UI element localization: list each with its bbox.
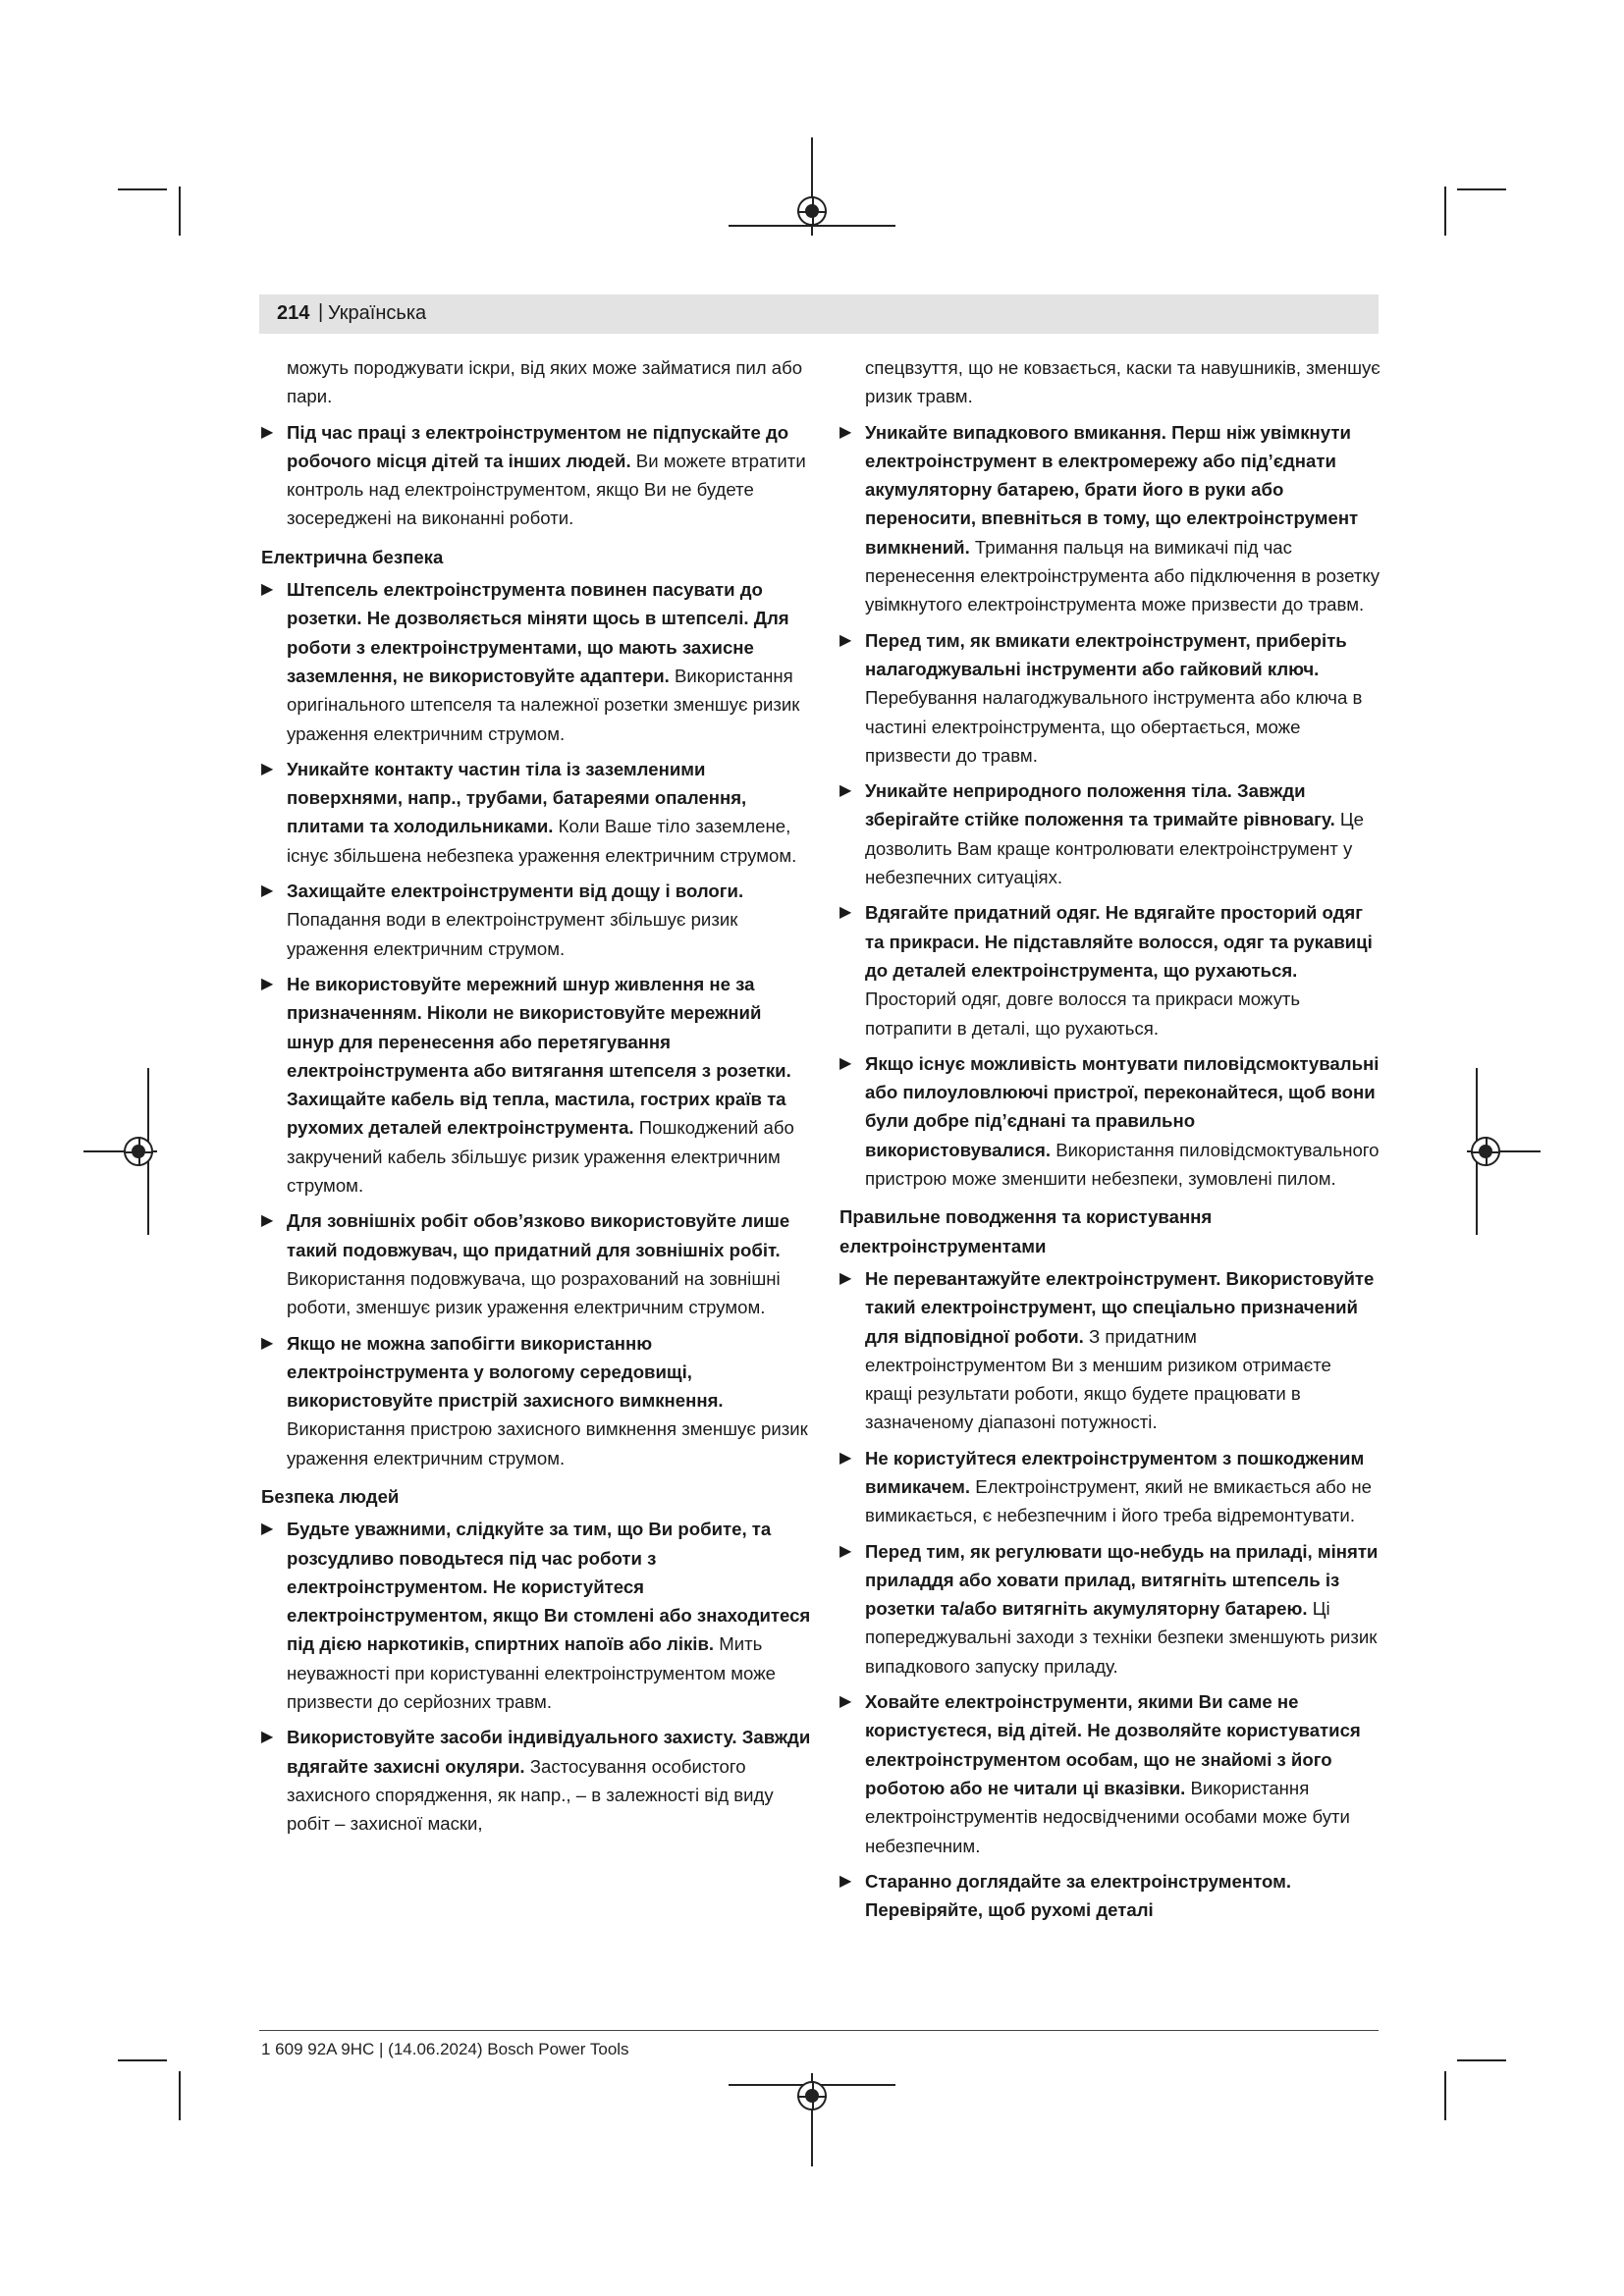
bullet-arrow-icon: ▶ bbox=[261, 760, 274, 777]
item-bold: Захищайте електроінструменти від дощу і вологи. bbox=[287, 881, 744, 902]
item-bold: Під час праці з електроінструментом не підпускайте до робочого місця дітей та інших людей. bbox=[287, 421, 789, 471]
registration-target-icon bbox=[1471, 1137, 1500, 1166]
continuation-text: можуть породжувати іскри, від яких може займатися пил або пари. bbox=[287, 357, 803, 407]
item-text: Просторий одяг, довге волосся та прикраси можуть потрапити в деталі, що рухаються. bbox=[865, 988, 1301, 1039]
safety-item bbox=[261, 575, 811, 748]
bullet-arrow-icon: ▶ bbox=[839, 904, 852, 922]
header-separator: | bbox=[318, 301, 324, 323]
bullet-arrow-icon: ▶ bbox=[261, 975, 274, 992]
item-bold: Якщо не можна запобігти використанню електроінструмента у вологому середовищі, використовуйте пристрій захисного вимкнення. bbox=[287, 1332, 724, 1412]
registration-target-icon bbox=[124, 1137, 153, 1166]
safety-item bbox=[839, 1049, 1381, 1193]
safety-item bbox=[261, 877, 811, 963]
bullet-arrow-icon: ▶ bbox=[261, 882, 274, 900]
crop-mark bbox=[1444, 187, 1446, 236]
continuation-text: спецвзуття, що не ковзається, каски та навушників, зменшує ризик травм. bbox=[865, 357, 1380, 407]
item-bold: Не перевантажуйте електроінструмент. Використовуйте такий електроінструмент, що спеціально призначений для відповідної роботи. bbox=[865, 1267, 1375, 1347]
footer-text: 1 609 92A 9HC | (14.06.2024) Bosch Power Tools bbox=[261, 2040, 629, 2058]
item-bold: Перед тим, як регулювати що-небудь на приладі, міняти приладдя або ховати прилад, витягніть штепсель із розетки та/або витягніть акумуляторну батарею. bbox=[865, 1540, 1379, 1620]
header-language: Українська bbox=[328, 302, 427, 324]
item-text: Пошкоджений або закручений кабель збільшує ризик ураження електричним струмом. bbox=[287, 1117, 794, 1197]
item-bold: Штепсель електроінструмента повинен пасувати до розетки. Не дозволяється міняти щось в штепселі. Для роботи з електроінструментами, що мають захисне заземлення, не використовуйте адаптери. bbox=[287, 579, 789, 686]
item-text: Використання електроінструментів недосвідченими особами може бути небезпечним. bbox=[865, 1777, 1350, 1856]
bullet-arrow-icon: ▶ bbox=[261, 1334, 274, 1352]
crop-mark bbox=[179, 2071, 181, 2120]
item-bold: Старанно доглядайте за електроінструментом. Перевіряйте, щоб рухомі деталі bbox=[865, 1870, 1292, 1921]
bullet-arrow-icon: ▶ bbox=[261, 1521, 274, 1538]
item-text: Електроінструмент, який не вмикається або не вимикається, є небезпечним і його треба відремонтувати. bbox=[865, 1475, 1372, 1526]
item-bold: Якщо існує можливість монтувати пиловідсмоктувальні або пилоуловлюючі пристрої, переконайтеся, щоб вони були добре під’єднані та правильно використовувалися. bbox=[865, 1052, 1380, 1160]
bullet-arrow-icon: ▶ bbox=[839, 1693, 852, 1711]
item-bold: Будьте уважними, слідкуйте за тим, що Ви робите, та розсудливо поводьтеся під час роботи з електроінструментом. Не користуйтеся електроінструментом, якщо Ви стомлені або знаходитеся під дією наркотиків, спиртних напоїв або ліків. bbox=[287, 1519, 811, 1655]
footer-rule bbox=[259, 2030, 1379, 2031]
item-text: Попадання води в електроінструмент збільшує ризик ураження електричним струмом. bbox=[287, 909, 738, 959]
safety-item bbox=[839, 1264, 1381, 1437]
left-column bbox=[261, 353, 811, 1845]
page-number: 214 bbox=[277, 302, 310, 324]
section-heading: Електрична безпека bbox=[261, 546, 444, 567]
safety-item bbox=[261, 970, 811, 1200]
bullet-arrow-icon: ▶ bbox=[839, 1054, 852, 1072]
crop-mark bbox=[118, 2059, 167, 2061]
registration-target-icon bbox=[797, 2081, 827, 2110]
item-bold: Ховайте електроінструменти, якими Ви саме не користуєтеся, від дітей. Не дозволяйте користуватися електроінструментом особам, що не знайомі з його роботою або не читали ці вказівки. bbox=[865, 1691, 1361, 1798]
safety-item bbox=[261, 1206, 811, 1321]
bullet-arrow-icon: ▶ bbox=[839, 1449, 852, 1467]
safety-item bbox=[839, 1687, 1381, 1860]
item-bold: Уникайте випадкового вмикання. Перш ніж увімкнути електроінструмент в електромережу або під’єднати акумуляторну батарею, брати його в руки або переносити, впевніться в тому, що електроінструмент вимкнений. bbox=[865, 421, 1359, 558]
item-text: Тримання пальця на вимикачі під час перенесення електроінструмента або підключення в розетку увімкнутого електроінструмента може призвести до травм. bbox=[865, 536, 1380, 615]
item-bold: Не користуйтеся електроінструментом з пошкодженим вимикачем. bbox=[865, 1447, 1365, 1497]
crop-mark bbox=[179, 187, 181, 236]
item-bold: Перед тим, як вмикати електроінструмент, приберіть налагоджувальні інструменти або гайковий ключ. bbox=[865, 629, 1347, 679]
registration-target-icon bbox=[797, 196, 827, 226]
item-bold: Вдягайте придатний одяг. Не вдягайте просторий одяг та прикраси. Не підставляйте волосся, одяг та рукавиці до деталей електроінструмента, що рухаються. bbox=[865, 902, 1373, 981]
item-text: Застосування особистого захисного спорядження, як напр., – в залежності від виду робіт – захисної маски, bbox=[287, 1755, 774, 1835]
item-bold: Уникайте контакту частин тіла із заземленими поверхнями, напр., трубами, батареями опалення, плитами та холодильниками. bbox=[287, 758, 747, 837]
crop-mark bbox=[118, 188, 167, 190]
safety-item bbox=[839, 776, 1381, 891]
bullet-arrow-icon: ▶ bbox=[261, 581, 274, 599]
bullet-arrow-icon: ▶ bbox=[261, 423, 274, 441]
bullet-arrow-icon: ▶ bbox=[839, 1542, 852, 1560]
item-bold: Уникайте неприродного положення тіла. Завжди зберігайте стійке положення та тримайте рівновагу. bbox=[865, 780, 1335, 830]
section-heading: Безпека людей bbox=[261, 1485, 400, 1507]
safety-item bbox=[839, 1867, 1381, 1925]
safety-item bbox=[839, 1444, 1381, 1530]
item-text: Використання пристрою захисного вимкнення зменшує ризик ураження електричним струмом. bbox=[287, 1418, 808, 1468]
item-text: Використання пиловідсмоктувального пристрою може зменшити небезпеки, зумовлені пилом. bbox=[865, 1139, 1380, 1190]
item-text: Це дозволить Вам краще контролювати електроінструмент у небезпечних ситуаціях. bbox=[865, 809, 1365, 888]
item-text: З придатним електроінструментом Ви з меншим ризиком отримаєте кращі результати роботи, якщо будете працювати в зазначеному діапазоні потужності. bbox=[865, 1325, 1331, 1433]
page-header bbox=[259, 294, 1379, 334]
safety-item bbox=[839, 1537, 1381, 1681]
bullet-arrow-icon: ▶ bbox=[261, 1212, 274, 1230]
item-bold: Для зовнішніх робіт обов’язково використовуйте лише такий подовжувач, що придатний для зовнішніх робіт. bbox=[287, 1210, 790, 1260]
safety-item bbox=[261, 418, 811, 533]
item-bold: Використовуйте засоби індивідуального захисту. Завжди вдягайте захисні окуляри. bbox=[287, 1727, 811, 1777]
bullet-arrow-icon: ▶ bbox=[839, 631, 852, 649]
crop-mark bbox=[1457, 2059, 1506, 2061]
item-text: Мить неуважності при користуванні електроінструментом може призвести до серйозних травм. bbox=[287, 1633, 776, 1713]
item-text: Використання оригінального штепселя та належної розетки зменшує ризик ураження електричним струмом. bbox=[287, 665, 800, 744]
safety-item bbox=[839, 626, 1381, 770]
safety-item bbox=[261, 1723, 811, 1838]
safety-item bbox=[839, 418, 1381, 619]
bullet-arrow-icon: ▶ bbox=[839, 1872, 852, 1890]
section-heading: Правильне поводження та користування електроінструментами bbox=[839, 1206, 1213, 1256]
item-text: Ці попереджувальні заходи з техніки безпеки зменшують ризик випадкового запуску приладу. bbox=[865, 1598, 1378, 1677]
crop-mark bbox=[1444, 2071, 1446, 2120]
safety-item bbox=[839, 898, 1381, 1041]
bullet-arrow-icon: ▶ bbox=[839, 1269, 852, 1287]
safety-item bbox=[261, 1329, 811, 1472]
item-bold: Не використовуйте мережний шнур живлення не за призначенням. Ніколи не використовуйте мережний шнур для перенесення або перетягування електроінструмента або витягання штепселя з розетки. Захищайте кабель від тепла, мастила, гострих країв та рухомих деталей електроінструмента. bbox=[287, 973, 791, 1139]
right-column bbox=[839, 353, 1381, 1931]
safety-item bbox=[261, 755, 811, 870]
safety-item bbox=[261, 1515, 811, 1716]
item-text: Перебування налагоджувального інструмента або ключа в частині електроінструмента, що обертається, може призвести до травм. bbox=[865, 687, 1363, 766]
item-text: Ви можете втратити контроль над електроінструментом, якщо Ви не будете зосереджені на виконанні роботи. bbox=[287, 450, 806, 529]
crop-mark bbox=[1457, 188, 1506, 190]
item-text: Коли Ваше тіло заземлене, існує збільшена небезпека ураження електричним струмом. bbox=[287, 816, 797, 866]
bullet-arrow-icon: ▶ bbox=[261, 1729, 274, 1746]
bullet-arrow-icon: ▶ bbox=[839, 423, 852, 441]
bullet-arrow-icon: ▶ bbox=[839, 782, 852, 800]
item-text: Використання подовжувача, що розрахований на зовнішні роботи, зменшує ризик ураження електричним струмом. bbox=[287, 1267, 781, 1318]
